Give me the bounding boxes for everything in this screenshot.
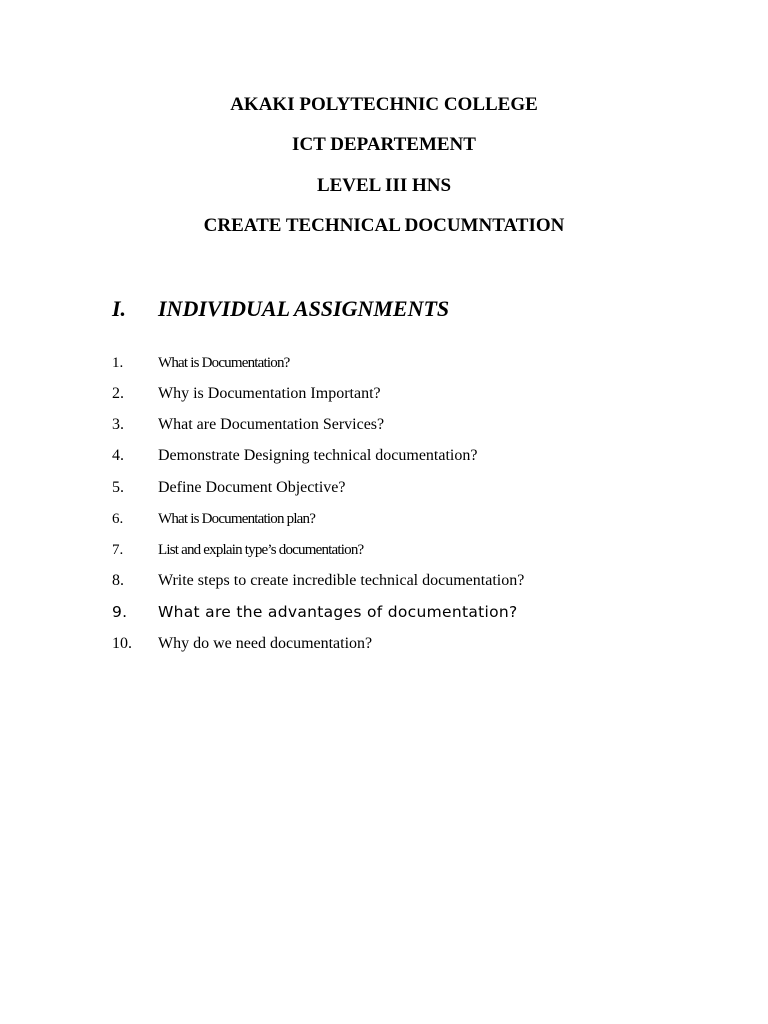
- question-item: [112, 445, 732, 467]
- question-text: Demonstrate Designing technical documentation?: [158, 447, 478, 464]
- question-number: 9.: [112, 603, 128, 621]
- level-name: LEVEL III HNS: [316, 175, 452, 196]
- college-name: AKAKI POLYTECHNIC COLLEGE: [230, 94, 538, 115]
- question-number: 6.: [112, 511, 124, 527]
- question-item: [112, 570, 732, 592]
- question-text: Why is Documentation Important?: [158, 385, 381, 402]
- question-number: 1.: [112, 355, 124, 371]
- question-text: What are the advantages of documentation?: [158, 603, 518, 621]
- question-number: 10.: [112, 635, 132, 652]
- question-text: Why do we need documentation?: [158, 635, 373, 652]
- question-number: 5.: [112, 479, 124, 496]
- question-text: What are Documentation Services?: [158, 416, 385, 433]
- question-text: List and explain type’s documentation?: [158, 542, 364, 558]
- question-item: [112, 383, 732, 405]
- question-item: [112, 539, 732, 561]
- question-number: 2.: [112, 385, 124, 402]
- question-number: 8.: [112, 572, 124, 589]
- section-number: I.: [112, 296, 127, 321]
- question-number: 7.: [112, 542, 124, 558]
- question-item: [112, 414, 732, 436]
- question-item: [112, 508, 732, 530]
- department-name: ICT DEPARTEMENT: [292, 134, 476, 155]
- section-title: INDIVIDUAL ASSIGNMENTS: [158, 296, 450, 321]
- question-item: [112, 477, 732, 499]
- course-title: CREATE TECHNICAL DOCUMNTATION: [203, 215, 565, 236]
- question-text: What is Documentation?: [158, 355, 290, 371]
- question-item: [112, 633, 732, 655]
- question-text: Write steps to create incredible technical documentation?: [158, 572, 525, 589]
- question-text: Define Document Objective?: [158, 479, 346, 496]
- question-item: [112, 352, 732, 374]
- question-item: [112, 601, 732, 623]
- question-number: 3.: [112, 416, 124, 433]
- question-text: What is Documentation plan?: [158, 511, 316, 527]
- question-number: 4.: [112, 447, 124, 464]
